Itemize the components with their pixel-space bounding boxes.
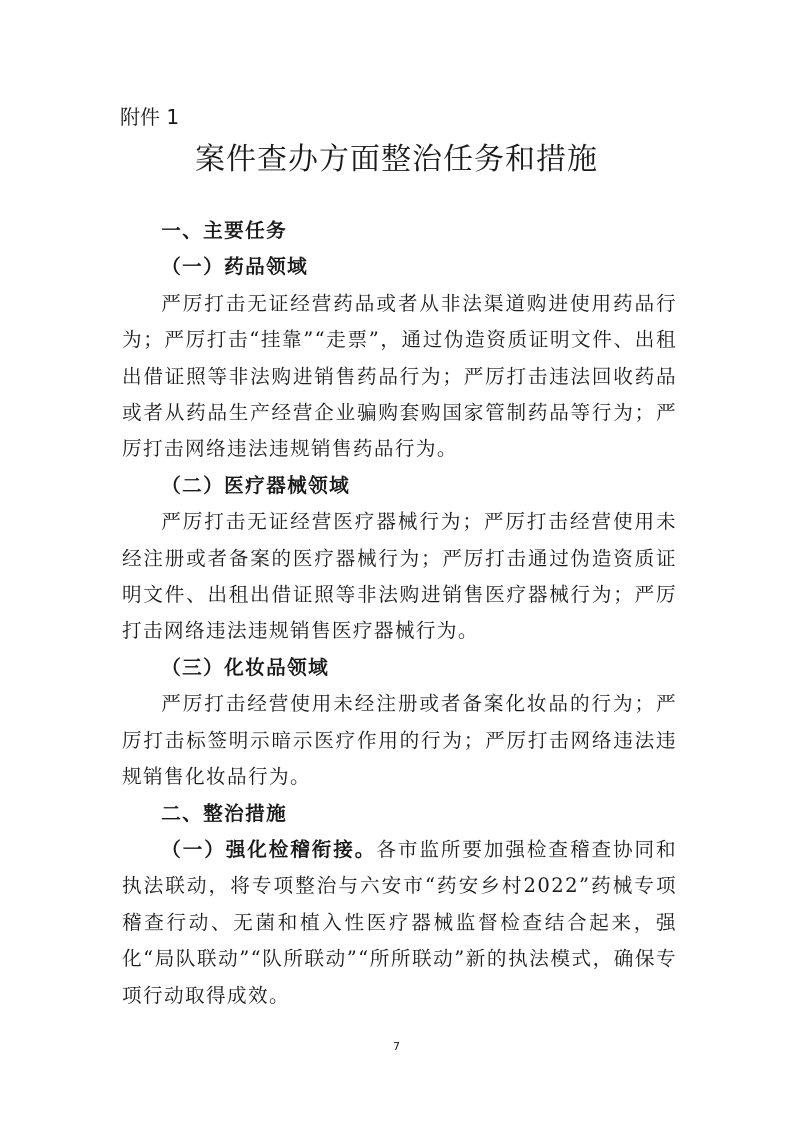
measure-text: 各市监所要加强检查稽查协同和执法联动，将专项整治与六安市“药安乡村2022”药械专项稽查行动、无菌和植入性医疗器械监督检查结合起来，强化“局队联动”“队所联动”“所所联动”新的执法模式，确保专项行动取得成效。 [122,837,677,1007]
section-heading-measures: 二、整治措施 [161,801,288,825]
measure-lead: （一）强化检稽衔接。 [161,837,377,861]
paragraph-drugs: 严厉打击无证经营药品或者从非法渠道购进使用药品行为；严厉打击“挂靠”“走票”，通过伪造资质证明文件、出租出借证照等非法购进销售药品行为；严厉打击违法回收药品或者从药品生产经营企业骗购套购国家管制药品等行为；严厉打击网络违法违规销售药品行为。 [122,291,677,461]
page-number: 7 [393,1040,400,1053]
section-heading-tasks: 一、主要任务 [161,219,288,242]
paragraph-cosmetics: 严厉打击经营使用未经注册或者备案化妆品的行为；严厉打击标签明示暗示医疗作用的行为；严厉打击网络违法违规销售化妆品行为。 [122,692,677,789]
paragraph-devices: 严厉打击无证经营医疗器械行为；严厉打击经营使用未经注册或者备案的医疗器械行为；严厉打击通过伪造资质证明文件、出租出借证照等非法购进销售医疗器械行为；严厉打击网络违法违规销售医疗器械行为。 [122,510,677,643]
attachment-label: 附件 1 [120,105,180,129]
document-body [122,213,677,1014]
document-title: 案件查办方面整治任务和措施 [195,142,598,177]
subsection-heading-drugs: （一）药品领域 [161,255,309,279]
subsection-heading-devices: （二）医疗器械领域 [161,473,351,497]
paragraph-measure-1 [122,832,677,1014]
subsection-heading-cosmetics: （三）化妆品领域 [161,655,330,679]
